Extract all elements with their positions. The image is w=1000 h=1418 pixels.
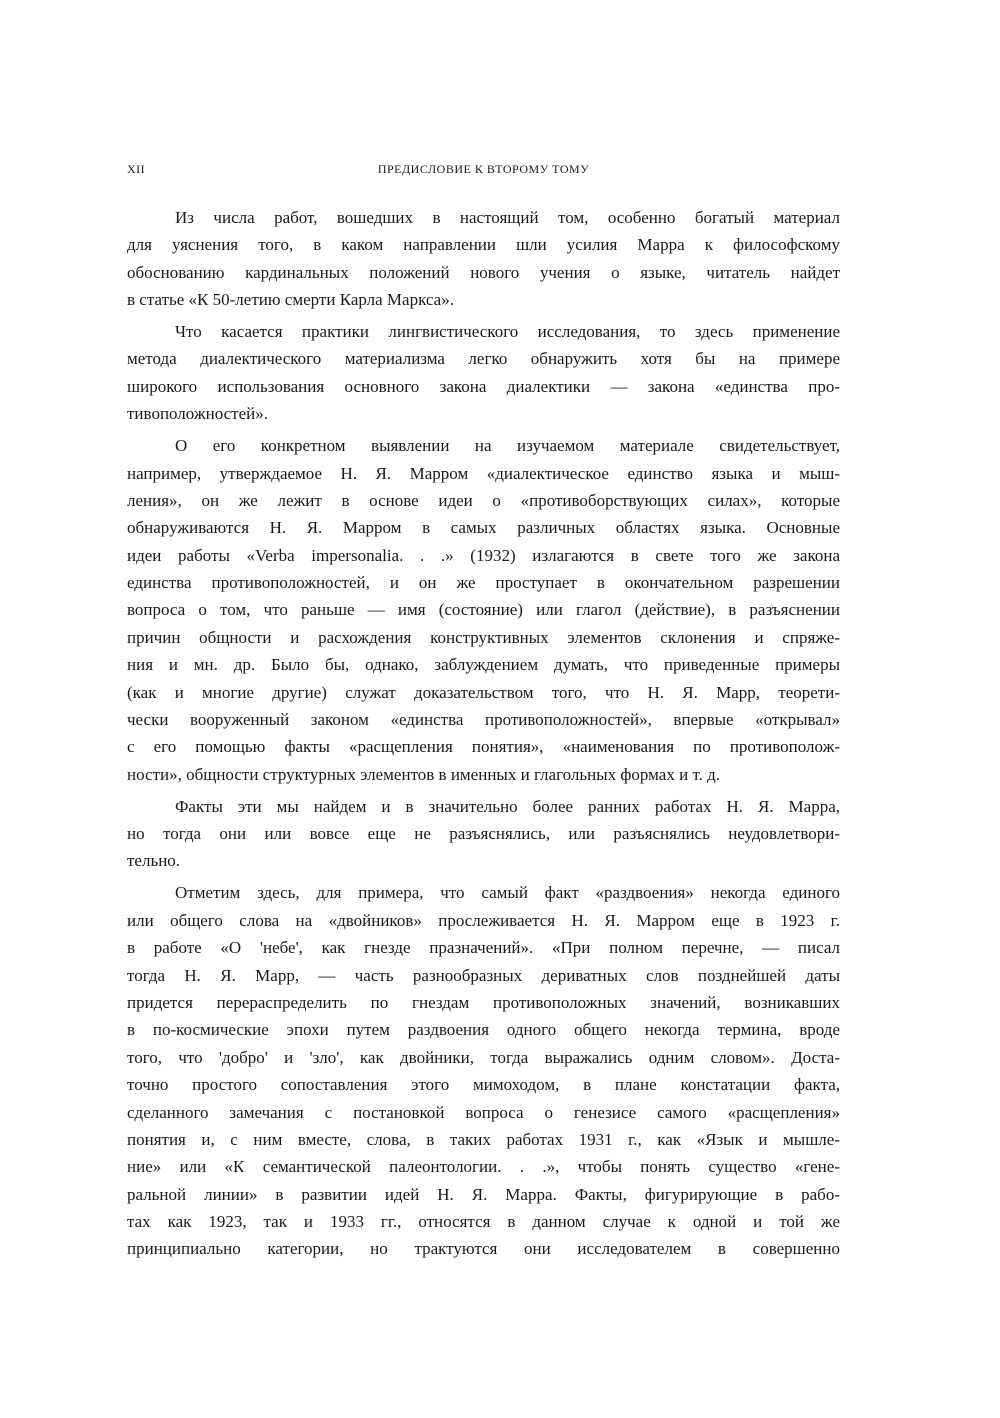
text-line: тах как 1923, так и 1933 гг., относятся в данном случае к одной и той же: [127, 1212, 840, 1232]
text-line: сделанного замечания с постановкой вопроса о генезисе самого «расщепления»: [127, 1102, 840, 1122]
running-title: ПРЕДИСЛОВИЕ К ВТОРОМУ ТОМУ: [377, 162, 590, 176]
text-line: но тогда они или вовсе еще не разъяснялись, или разъяснялись неудовлетвори-: [127, 824, 840, 844]
text-line: метода диалектического материализма легко обнаружить хотя бы на примере: [127, 349, 840, 369]
text-line: Отметим здесь, для примера, что самый факт «раздвоения» некогда единого: [175, 883, 840, 903]
paragraph: [127, 318, 840, 428]
text-line: или общего слова на «двойников» прослеживается Н. Я. Марром еще в 1923 г.: [127, 910, 840, 930]
text-line: для уяснения того, в каком направлении шли усилия Марра к философскому: [127, 235, 840, 255]
paragraph: [127, 793, 840, 875]
text-line: ния и мн. др. Было бы, однако, заблуждением думать, что приведенные примеры: [127, 655, 840, 675]
text-line: единства противоположностей, и он же проступает в окончательном разрешении: [127, 573, 840, 593]
text-line: ральной линии» в развитии идей Н. Я. Марра. Факты, фигурирующие в рабо-: [127, 1184, 840, 1204]
body-text: [127, 204, 840, 1267]
text-line: ления», он же лежит в основе идеи о «противоборствующих силах», которые: [127, 490, 840, 510]
text-line: ности», общности структурных элементов в именных и глагольных формах и т. д.: [127, 764, 720, 784]
text-line: понятия и, с ним вместе, слова, в таких работах 1931 г., как «Язык и мышле-: [127, 1129, 840, 1149]
text-line: ние» или «К семантической палеонтологии. . .», чтобы понять существо «гене-: [127, 1157, 840, 1177]
text-line: например, утверждаемое Н. Я. Марром «диалектическое единство языка и мыш-: [127, 463, 840, 483]
text-line: тивоположностей».: [127, 404, 269, 424]
text-line: в статье «К 50-летию смерти Карла Маркса».: [127, 290, 454, 310]
text-line: в по-космические эпохи путем раздвоения одного общего некогда термина, вроде: [127, 1020, 840, 1040]
text-line: обнаруживаются Н. Я. Марром в самых различных областях языка. Основные: [127, 518, 840, 538]
text-line: тогда Н. Я. Марр, — часть разнообразных дериватных слов позднейшей даты: [127, 965, 840, 985]
text-line: с его помощью факты «расщепления понятия», «наименования по противополож-: [127, 737, 840, 757]
text-line: того, что 'добро' и 'зло', как двойники, тогда выражались одним словом». Доста-: [127, 1047, 840, 1067]
paragraph: [127, 204, 840, 314]
text-line: широкого использования основного закона диалектики — закона «единства про-: [127, 376, 840, 396]
text-line: (как и многие другие) служат доказательством того, что Н. Я. Марр, теорети-: [127, 682, 840, 702]
text-line: в работе «О 'небе', как гнезде празначений». «При полном перечне, — писал: [127, 938, 840, 958]
text-line: Что касается практики лингвистического исследования, то здесь применение: [175, 322, 840, 342]
text-line: вопроса о том, что раньше — имя (состояние) или глагол (действие), в разъяснении: [127, 600, 840, 620]
text-line: точно простого сопоставления этого мимоходом, в плане констатации факта,: [127, 1075, 840, 1095]
paragraph: [127, 879, 840, 1262]
text-line: Факты эти мы найдем и в значительно более ранних работах Н. Я. Марра,: [175, 796, 840, 816]
text-line: тельно.: [127, 851, 181, 871]
text-line: чески вооруженный законом «единства противоположностей», впервые «открывал»: [127, 710, 840, 730]
text-line: идеи работы «Verba impersonalia. . .» (1932) излагаются в свете того же закона: [127, 545, 840, 565]
page-number: XII: [127, 162, 146, 176]
running-header: [127, 162, 840, 182]
paragraph: [127, 432, 840, 788]
text-line: О его конкретном выявлении на изучаемом материале свидетельствует,: [175, 436, 840, 456]
text-line: обоснованию кардинальных положений нового учения о языке, читатель найдет: [127, 262, 840, 282]
text-line: придется перераспределить по гнездам противоположных значений, возникавших: [127, 992, 840, 1012]
text-line: причин общности и расхождения конструктивных элементов склонения и спряже-: [127, 627, 840, 647]
text-line: принципиально категории, но трактуются они исследователем в совершенно: [127, 1239, 840, 1259]
text-line: Из числа работ, вошедших в настоящий том, особенно богатый материал: [175, 208, 840, 227]
